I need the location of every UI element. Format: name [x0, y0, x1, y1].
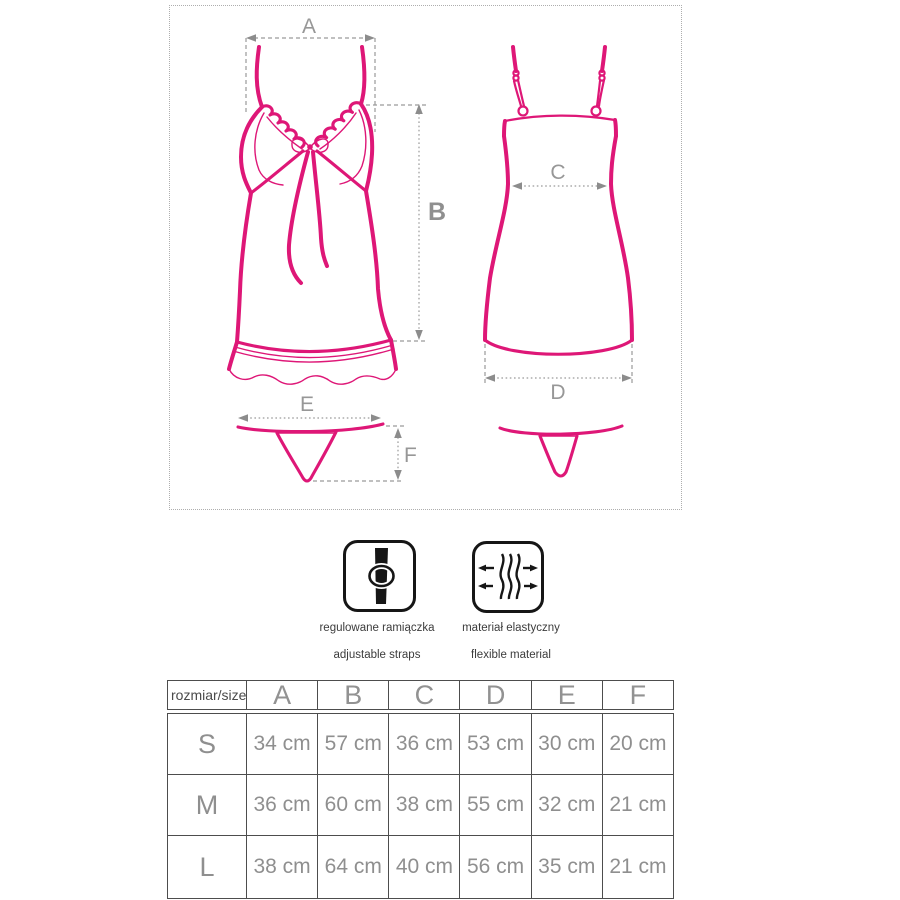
back-right-side-outline	[611, 136, 632, 340]
header-rozmiar-size: rozmiar/size	[171, 687, 246, 703]
dim-a-arrow-right	[365, 34, 375, 42]
back-left-strap-top	[513, 47, 516, 71]
front-left-strap	[257, 47, 262, 107]
left-cup-lace-edge	[262, 106, 304, 147]
header-col-c: C	[388, 681, 459, 709]
thong-front-waistband	[238, 424, 383, 432]
garment-diagram-svg	[169, 5, 682, 510]
back-right-strap-top	[602, 47, 605, 71]
dim-label-d: D	[550, 381, 566, 404]
measurement-diagram	[169, 5, 682, 510]
adjustable-straps-caption-en: adjustable straps	[333, 649, 421, 661]
size-label-s: S	[197, 728, 216, 759]
dim-c-arrow-right	[597, 182, 607, 190]
value-m-c: 38 cm	[388, 775, 459, 835]
size-label-l: L	[199, 851, 215, 882]
ribbon-tail-right	[313, 152, 327, 266]
table-row-s	[168, 714, 673, 774]
value-l-e: 35 cm	[531, 836, 602, 898]
back-view-drawing	[485, 47, 632, 354]
value-m-a: 36 cm	[246, 775, 317, 835]
flexible-material-caption-pl: materiał elastyczny	[462, 622, 560, 634]
bow-knot	[307, 144, 313, 150]
dim-e-arrow-left	[238, 414, 248, 422]
skirt-left-edge	[229, 342, 237, 369]
dim-d-arrow-left	[485, 374, 495, 382]
dim-f-arrow-down	[394, 470, 402, 480]
value-m-b: 60 cm	[317, 775, 388, 835]
thong-front-triangle	[277, 432, 336, 481]
back-thong-drawing	[500, 426, 622, 476]
header-col-b: B	[317, 681, 388, 709]
thong-back-waistband	[500, 426, 622, 434]
back-hem	[485, 340, 632, 354]
dim-label-a: A	[301, 15, 317, 38]
header-col-e: E	[531, 681, 602, 709]
header-col-d: D	[459, 681, 530, 709]
value-l-d: 56 cm	[459, 836, 530, 898]
dim-label-c: C	[550, 161, 566, 184]
adjustable-straps-caption-pl: regulowane ramiączka	[319, 622, 435, 634]
table-row-m	[168, 774, 673, 835]
value-s-a: 34 cm	[246, 714, 317, 774]
dim-b-arrow-down	[415, 330, 423, 340]
flexible-material-caption-en: flexible material	[471, 649, 551, 661]
dim-f-arrow-up	[394, 428, 402, 438]
value-s-d: 53 cm	[459, 714, 530, 774]
flexible-material-icon	[472, 541, 544, 613]
value-s-e: 30 cm	[531, 714, 602, 774]
skirt-right-edge	[391, 340, 396, 369]
back-left-corner	[504, 121, 505, 136]
back-top-edge	[505, 116, 615, 121]
size-label-m: M	[195, 789, 219, 820]
right-under-cup-line	[317, 151, 366, 191]
back-left-strap-ring	[519, 107, 528, 116]
hem-band	[237, 340, 391, 352]
value-s-c: 36 cm	[388, 714, 459, 774]
value-s-b: 57 cm	[317, 714, 388, 774]
ruffle-hem-line	[229, 369, 396, 384]
front-thong-drawing	[238, 424, 383, 481]
value-l-c: 40 cm	[388, 836, 459, 898]
dim-a-arrow-left	[246, 34, 256, 42]
flexible-material-tile	[472, 541, 544, 618]
dimension-c	[512, 161, 607, 190]
dim-d-arrow-right	[622, 374, 632, 382]
dim-label-b: B	[428, 198, 447, 226]
back-right-corner	[615, 120, 616, 136]
dim-e-arrow-right	[371, 414, 381, 422]
header-col-a: A	[246, 681, 317, 709]
dim-label-e: E	[299, 393, 315, 416]
ribbon-tail-left	[289, 152, 308, 283]
back-right-strap-ring	[592, 107, 601, 116]
dimension-e	[238, 393, 381, 422]
size-table-body	[167, 713, 674, 899]
adjustable-straps-tile	[343, 540, 416, 617]
header-col-f: F	[602, 681, 673, 709]
value-l-a: 38 cm	[246, 836, 317, 898]
value-m-f: 21 cm	[602, 775, 673, 835]
size-table-header	[167, 680, 674, 710]
back-left-side-outline	[485, 136, 508, 340]
thong-back-strap-shape	[540, 436, 577, 476]
size-table	[167, 680, 674, 899]
left-under-cup-line	[251, 151, 303, 193]
front-left-side-outline	[237, 107, 262, 342]
dimension-f	[313, 426, 417, 481]
value-s-f: 20 cm	[602, 714, 673, 774]
dim-label-f: F	[404, 444, 417, 467]
dim-c-arrow-left	[512, 182, 522, 190]
strap-bar	[375, 548, 388, 604]
table-row-l	[168, 835, 673, 898]
value-m-e: 32 cm	[531, 775, 602, 835]
dimension-b	[366, 104, 446, 341]
adjustable-straps-icon	[343, 540, 416, 612]
value-m-d: 55 cm	[459, 775, 530, 835]
value-l-b: 64 cm	[317, 836, 388, 898]
value-l-f: 21 cm	[602, 836, 673, 898]
front-right-strap	[361, 47, 365, 104]
front-view-drawing	[229, 47, 396, 384]
